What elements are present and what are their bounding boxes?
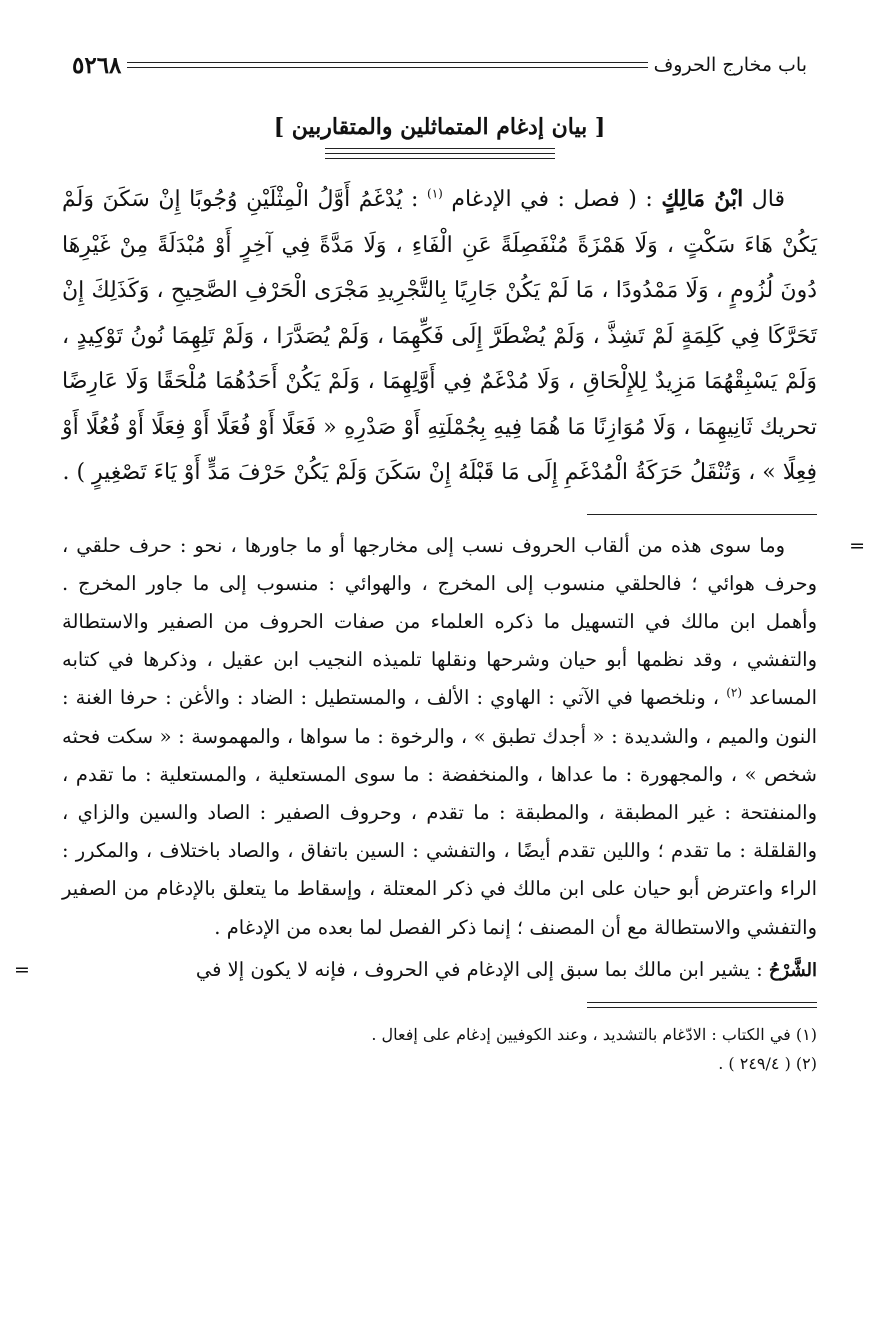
main-body: : يُدْغَمُ أَوَّلُ الْمِثْلَيْنِ وُجُوبًا إِنْ سَكَنَ وَلَمْ يَكُنْ هَاءَ سَكْتٍ ، وَلَا هَمْزَةً مُنْفَصِلَةً عَنِ الْفَاءِ ، وَلَا مَدَّةً فِي آخِرٍ أَوْ مُبْدَلَةً مِنْ غَيْرِهَا دُونَ لُزُومٍ ، وَلَا مَمْدُودًا ، مَا لَمْ يَكُنْ جَارِيًا بِالتَّجْرِيدِ مَجْرَى الْحَرْفِ الصَّحِيحِ ، وَكَذَلِكَ إِنْ تَحَرَّكَا فِي كَلِمَةٍ لَمْ تَشِذَّ ، وَلَمْ يُضْطَرَّ إِلَى فَكِّهِمَا ، وَلَمْ يُصَدَّرَا ، وَلَمْ تَلِهِمَا نُونُ تَوْكِيدٍ ، وَلَمْ يَسْبِقْهُمَا مَزِيدٌ لِلإِلْحَاقِ ، وَلَا مُدْغَمٌ فِي أَوَّلِهِمَا ، وَلَمْ يَكُنْ أَحَدُهُمَا مُلْحَقًا وَلَا عَارِضًا تحريك ثَانِيهِمَا ، وَلَا مُوَازِنًا مَا هُمَا فِيهِ بِجُمْلَتِهِ أَوْ صَدْرِهِ « فَعَلًا أَوْ فُعَلًا أَوْ فِعَلًا أَوْ فُعُلًا أَوْ فِعِلًا » ، وَتُنْقَلُ حَرَكَةُ الْمُدْغَمِ إِلَى مَا قَبْلَهُ إِنْ سَكَنَ وَلَمْ يَكُنْ حَرْفَ مَدٍّ أَوْ يَاءَ تَصْغِيرٍ ) . xyxy=(62,187,817,485)
section-heading-block xyxy=(62,114,817,159)
commentary-paragraph xyxy=(62,527,817,947)
main-paragraph xyxy=(62,177,817,496)
speaker-name: ابْنُ مَالِكٍ xyxy=(661,186,744,212)
footnotes xyxy=(62,1020,817,1078)
continuation-mark: = xyxy=(849,534,865,557)
sharh-end-mark: = xyxy=(14,958,30,981)
footnote-2: (٢) ( ٢٤٩/٤ ) . xyxy=(718,1053,817,1073)
footnote-ref-2[interactable]: (٢) xyxy=(726,685,743,700)
page-number: ٥٢٦٨ xyxy=(72,51,122,79)
heading-triple-rule xyxy=(325,148,555,159)
sharh-text: : يشير ابن مالك بما سبق إلى الإدغام في الحروف ، فإنه لا يكون إلا في xyxy=(195,957,763,981)
sharh-line xyxy=(14,951,817,990)
sharh-label: الشَّرْحُ xyxy=(768,959,817,981)
main-divider xyxy=(587,514,817,515)
footnote-ref-1[interactable]: (١) xyxy=(427,186,443,201)
commentary-part1: وما سوى هذه من ألقاب الحروف نسب إلى مخارجها أو ما جاورها ، نحو : حرف حلقي ، وحرف هوائي ؛ فالحلقي منسوب إلى المخرج ، والهوائي : منسوب إلى ما جاور المخرج . وأهمل ابن مالك في التسهيل ما ذكره العلماء من صفات الحروف من الصفير والاستطالة والتفشي ، وقد نظمها أبو حيان وشرحها ونقلها تلميذه النجيب ابن عقيل ، وذكرها في كتابه المساعد xyxy=(62,533,818,710)
intro-word: قال xyxy=(751,187,785,212)
commentary-part2: ، ونلخصها في الآتي : الهاوي : الألف ، والمستطيل : الضاد : والأغن : حرفا الغنة : النون والميم ، والشديدة : « أجدك تطبق » ، والرخوة : ما سواها ، والمهموسة : « سكت فحثه شخص » ، والمجهورة : ما عداها ، والمنخفضة : ما سوى المستعلية ، والمستعلية : ما تقدم ، والمنفتحة : غير المطبقة ، والمطبقة : ما تقدم ، وحروف الصفير : الصاد والسين والزاي ، والقلقلة : ما تقدم ؛ واللين تقدم أيضًا ، والتفشي : السين باتفاق ، والصاد باختلاف ، والمكرر : الراء واعترض أبو حيان على ابن مالك في ذكر المعتلة ، وإسقاط ما يتعلق بالإدغام من الصفير والتفشي والاستطالة مع أن المصنف ؛ إنما ذكر الفصل لما بعده من الإدغام . xyxy=(62,686,817,939)
commentary xyxy=(62,527,865,947)
section-heading: [ بيان إدغام المتماثلين والمتقاربين ] xyxy=(273,114,606,140)
footnote-rule xyxy=(587,1002,817,1008)
footnote-1: (١) في الكتاب : الادّغام بالتشديد ، وعند الكوفيين إدغام على إفعال . xyxy=(371,1024,817,1044)
page-header xyxy=(62,48,817,82)
main-text xyxy=(62,177,817,496)
main-opening: : ( فصل : في الإدغام xyxy=(451,187,653,212)
page xyxy=(14,48,865,1298)
running-title: باب مخارج الحروف xyxy=(653,54,807,76)
header-rule xyxy=(127,62,647,68)
